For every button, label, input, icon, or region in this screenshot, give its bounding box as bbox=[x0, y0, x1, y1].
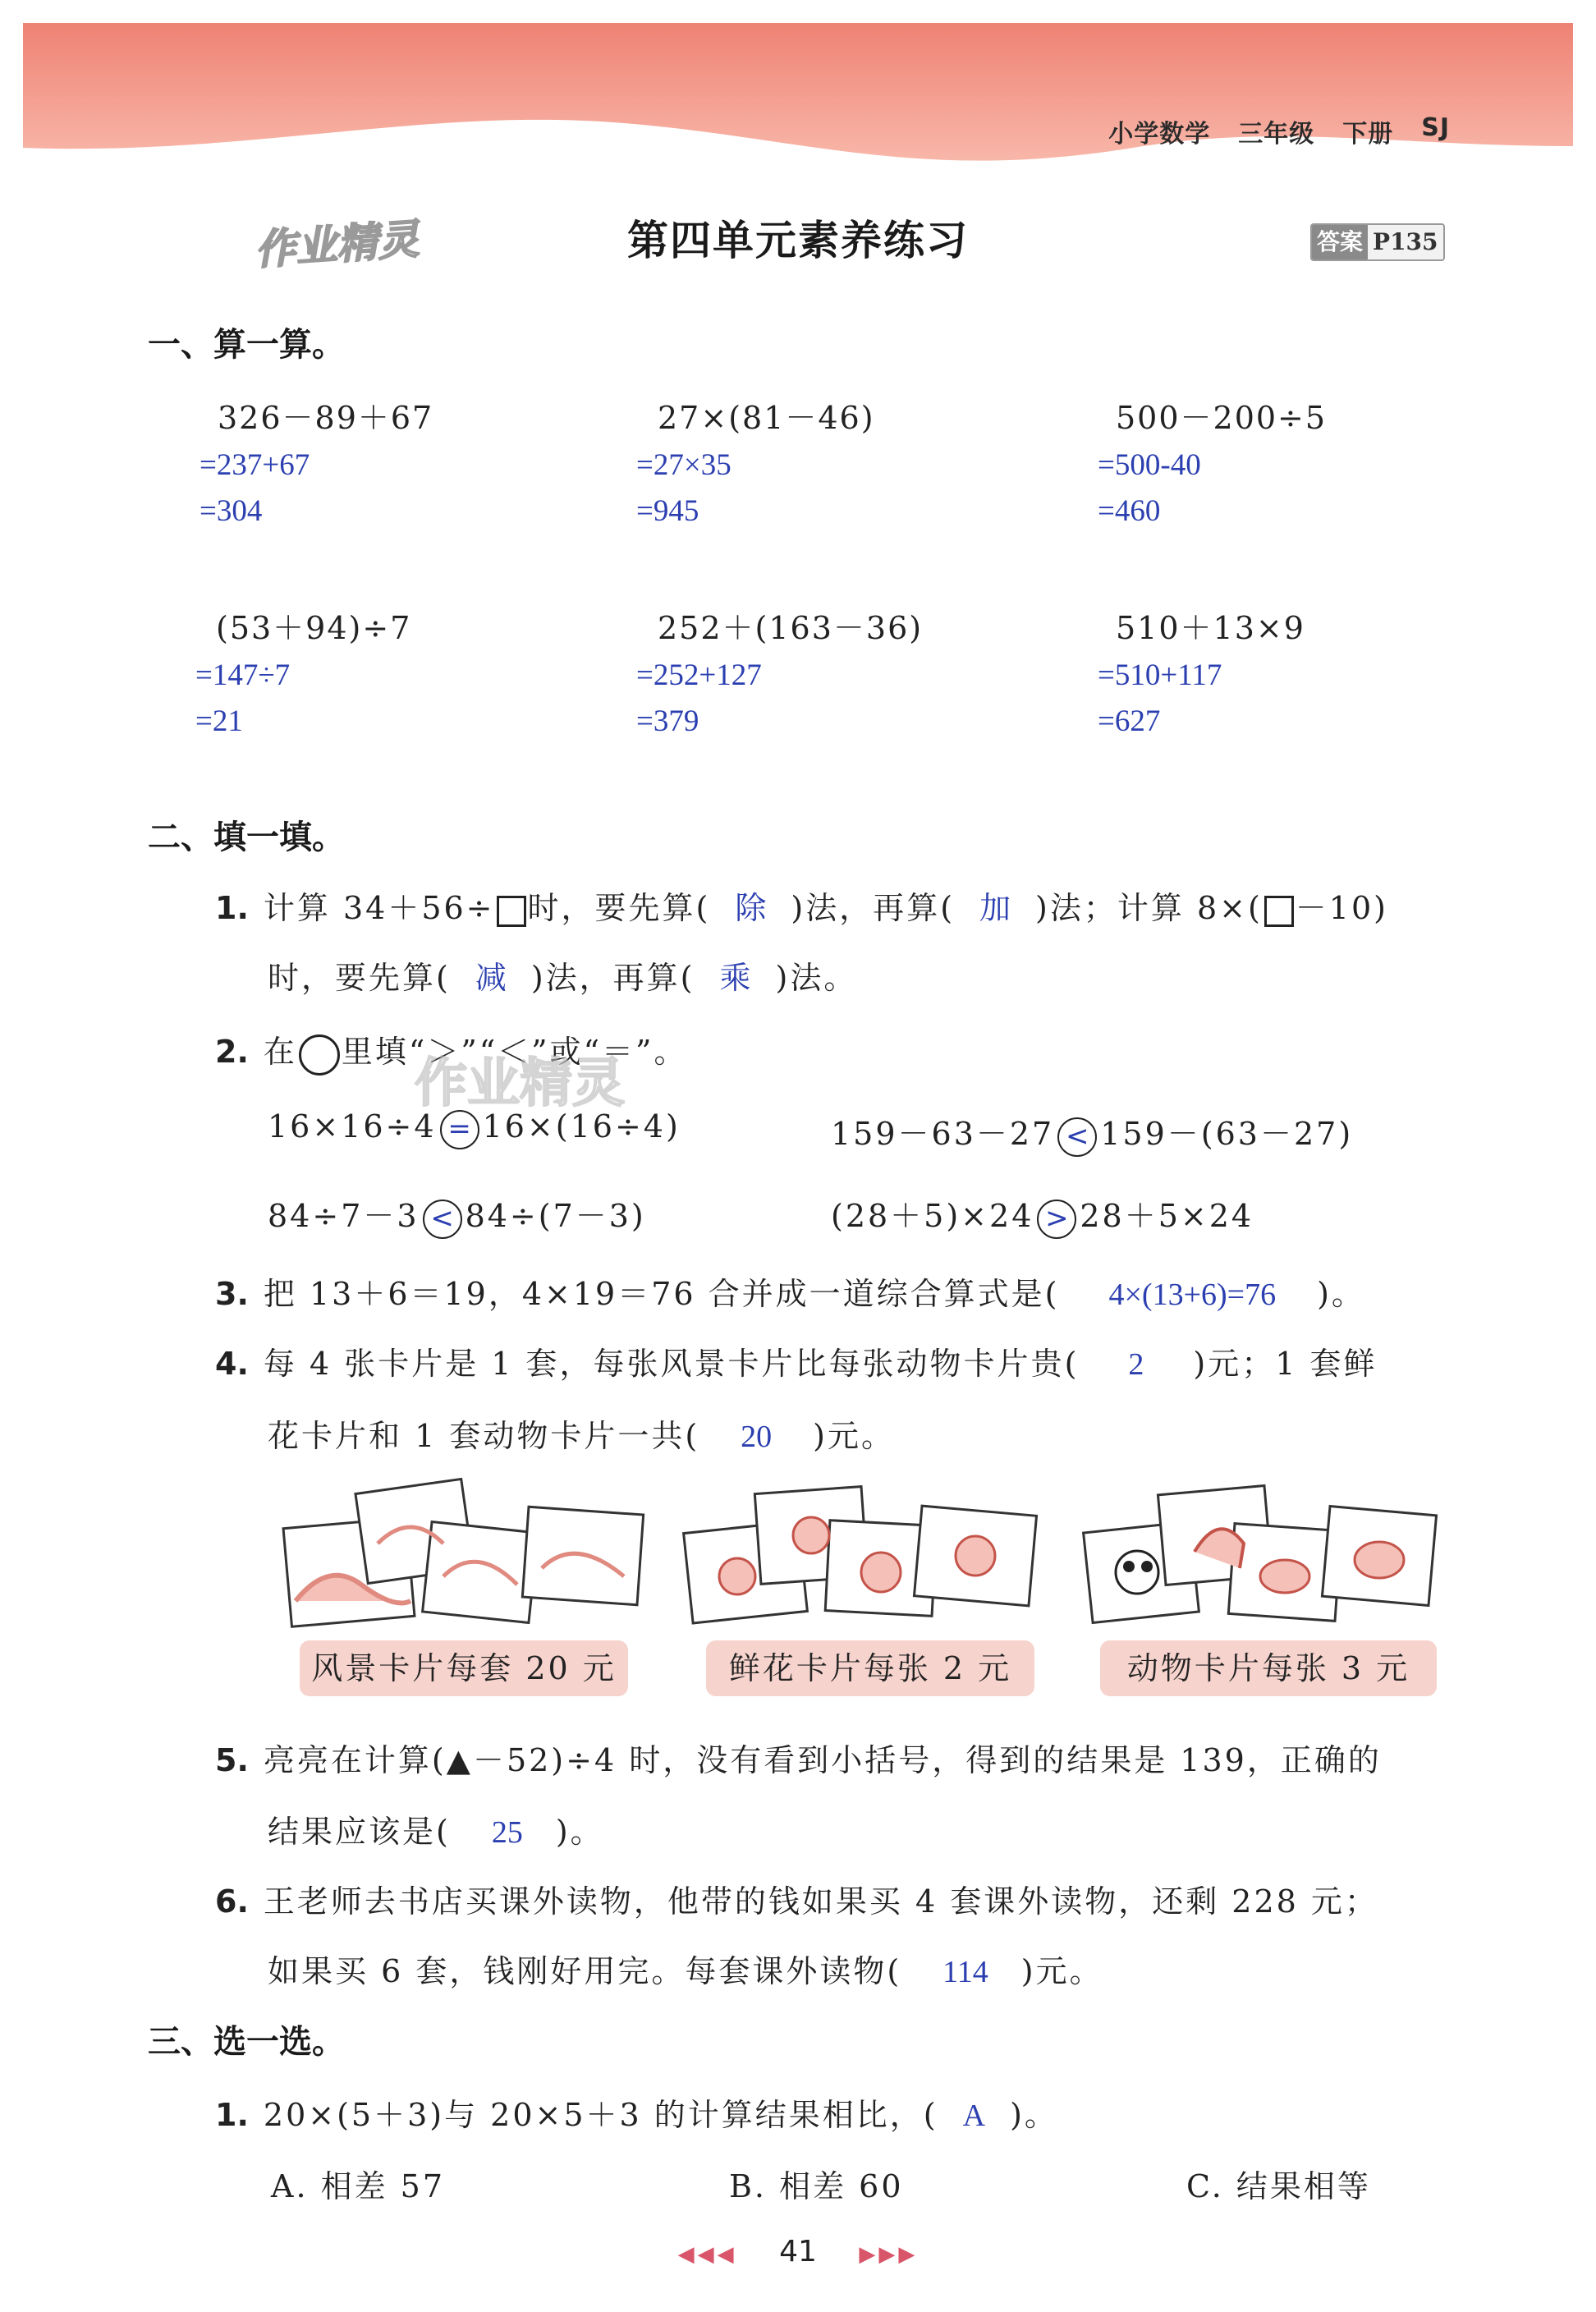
answer-value: 25 bbox=[491, 1815, 523, 1850]
question-3: 3. 把 13＋6＝19，4×19＝76 合并成一道综合算式是( 4×(13+6)=76 )。 bbox=[215, 1276, 1365, 1312]
problem-step: =500-40 bbox=[1098, 448, 1201, 482]
compare-row: 84÷7－3 < 84÷(7－3) bbox=[268, 1190, 646, 1239]
problem-expression: 252＋(163－36) bbox=[658, 610, 924, 646]
problem-step: =147÷7 bbox=[195, 658, 291, 692]
problem-step: =510+117 bbox=[1098, 658, 1222, 692]
answer-page: P135 bbox=[1368, 225, 1443, 259]
problem-expression: 27×(81－46) bbox=[658, 400, 875, 436]
choice-option-b: B. 相差 60 bbox=[729, 2168, 904, 2204]
landscape-cards-illustration bbox=[279, 1478, 649, 1634]
section-title-calculate: 一、算一算。 bbox=[148, 326, 345, 364]
problem-step: =21 bbox=[195, 704, 243, 738]
brand-logo: 作业精灵 bbox=[253, 215, 421, 274]
page-number: 41 bbox=[779, 2235, 817, 2268]
answer-label: 答案 bbox=[1312, 225, 1368, 259]
compare-row: 16×16÷4 = 16×(16÷4) bbox=[268, 1108, 681, 1149]
answer-value: 乘 bbox=[719, 961, 751, 996]
page-title: 第四单元素养练习 bbox=[627, 217, 969, 264]
card-caption-flower: 鲜花卡片每张 2 元 bbox=[706, 1640, 1034, 1696]
edition-label: SJ bbox=[1421, 113, 1450, 142]
term-label: 下册 bbox=[1342, 120, 1394, 149]
header-band bbox=[0, 0, 1596, 189]
answer-value: A bbox=[962, 2099, 986, 2133]
question-5-line-2: 结果应该是( 25 )。 bbox=[268, 1814, 604, 1850]
answer-value: 114 bbox=[942, 1955, 988, 1989]
problem-step: =945 bbox=[636, 494, 699, 528]
question-1-line-1: 1. 计算 34＋56÷ 时，要先算( 除 )法，再算( 加 )法；计算 8×( －10) bbox=[215, 890, 1388, 926]
question-1-line-2: 时，要先算( 减 )法，再算( 乘 )法。 bbox=[268, 960, 858, 996]
choice-option-c: C. 结果相等 bbox=[1186, 2168, 1371, 2204]
animal-cards-illustration bbox=[1080, 1478, 1441, 1634]
answer-value: 2 bbox=[1128, 1347, 1144, 1382]
watermark-logo: 作业精灵 bbox=[415, 1053, 625, 1114]
prev-arrows-icon: ◀◀◀ bbox=[677, 2242, 737, 2267]
grade-label: 三年级 bbox=[1238, 120, 1315, 149]
answer-value: 20 bbox=[741, 1420, 773, 1454]
problem-expression: (53＋94)÷7 bbox=[216, 610, 412, 646]
problem-step: =27×35 bbox=[636, 448, 732, 482]
problem-step: =252+127 bbox=[636, 658, 762, 692]
answer-value: 加 bbox=[979, 892, 1011, 926]
question-2-prompt: 2. 在 里填“＞”“＜”或“＝”。 bbox=[215, 1026, 687, 1076]
problem-step: =379 bbox=[636, 704, 699, 738]
section-title-fill: 二、填一填。 bbox=[148, 819, 345, 856]
answer-value: 除 bbox=[735, 892, 767, 926]
choice-option-a: A. 相差 57 bbox=[271, 2168, 446, 2204]
compare-row: (28＋5)×24 > 28＋5×24 bbox=[831, 1190, 1254, 1239]
blank-square bbox=[497, 896, 526, 927]
problem-expression: 500－200÷5 bbox=[1116, 400, 1328, 436]
question-6-line-2: 如果买 6 套，钱刚好用完。每套课外读物( 114 )元。 bbox=[268, 1953, 1103, 1989]
page-footer bbox=[0, 2235, 1596, 2268]
problem-step: =460 bbox=[1098, 494, 1161, 528]
compare-answer: > bbox=[1037, 1200, 1076, 1239]
section-title-choose: 三、选一选。 bbox=[148, 2023, 345, 2061]
compare-row: 159－63－27 < 159－(63－27) bbox=[831, 1108, 1353, 1157]
flower-cards-illustration bbox=[680, 1478, 1041, 1634]
blank-circle bbox=[299, 1034, 340, 1076]
answer-value: 减 bbox=[475, 961, 507, 996]
choice-question-1: 1. 20×(5＋3)与 20×5＋3 的计算结果相比，( A )。 bbox=[215, 2097, 1058, 2133]
problem-step: =304 bbox=[200, 494, 263, 528]
problem-step: =627 bbox=[1098, 704, 1161, 738]
card-caption-animal: 动物卡片每张 3 元 bbox=[1100, 1640, 1437, 1696]
card-caption-landscape: 风景卡片每套 20 元 bbox=[300, 1640, 628, 1696]
subject-label: 小学数学 bbox=[1108, 120, 1211, 149]
question-5-line-1: 5. 亮亮在计算(▲－52)÷4 时，没有看到小括号，得到的结果是 139，正确的 bbox=[215, 1742, 1382, 1778]
problem-expression: 510＋13×9 bbox=[1116, 610, 1305, 646]
question-6-line-1: 6. 王老师去书店买课外读物，他带的钱如果买 4 套课外读物，还剩 228 元； bbox=[215, 1883, 1378, 1920]
compare-answer: < bbox=[423, 1200, 462, 1239]
compare-answer: < bbox=[1057, 1117, 1097, 1157]
question-4-line-2: 花卡片和 1 套动物卡片一共( 20 )元。 bbox=[268, 1418, 895, 1454]
answer-reference bbox=[1310, 223, 1445, 261]
problem-step: =237+67 bbox=[200, 448, 310, 482]
header-meta bbox=[1108, 113, 1450, 149]
compare-answer: = bbox=[440, 1110, 479, 1149]
problem-expression: 326－89＋67 bbox=[218, 400, 434, 436]
answer-value: 4×(13+6)=76 bbox=[1108, 1278, 1277, 1312]
question-4-line-1: 4. 每 4 张卡片是 1 套，每张风景卡片比每张动物卡片贵( 2 )元；1 套鲜 bbox=[215, 1346, 1378, 1382]
next-arrows-icon: ▶▶▶ bbox=[859, 2242, 919, 2267]
blank-square bbox=[1264, 896, 1294, 927]
